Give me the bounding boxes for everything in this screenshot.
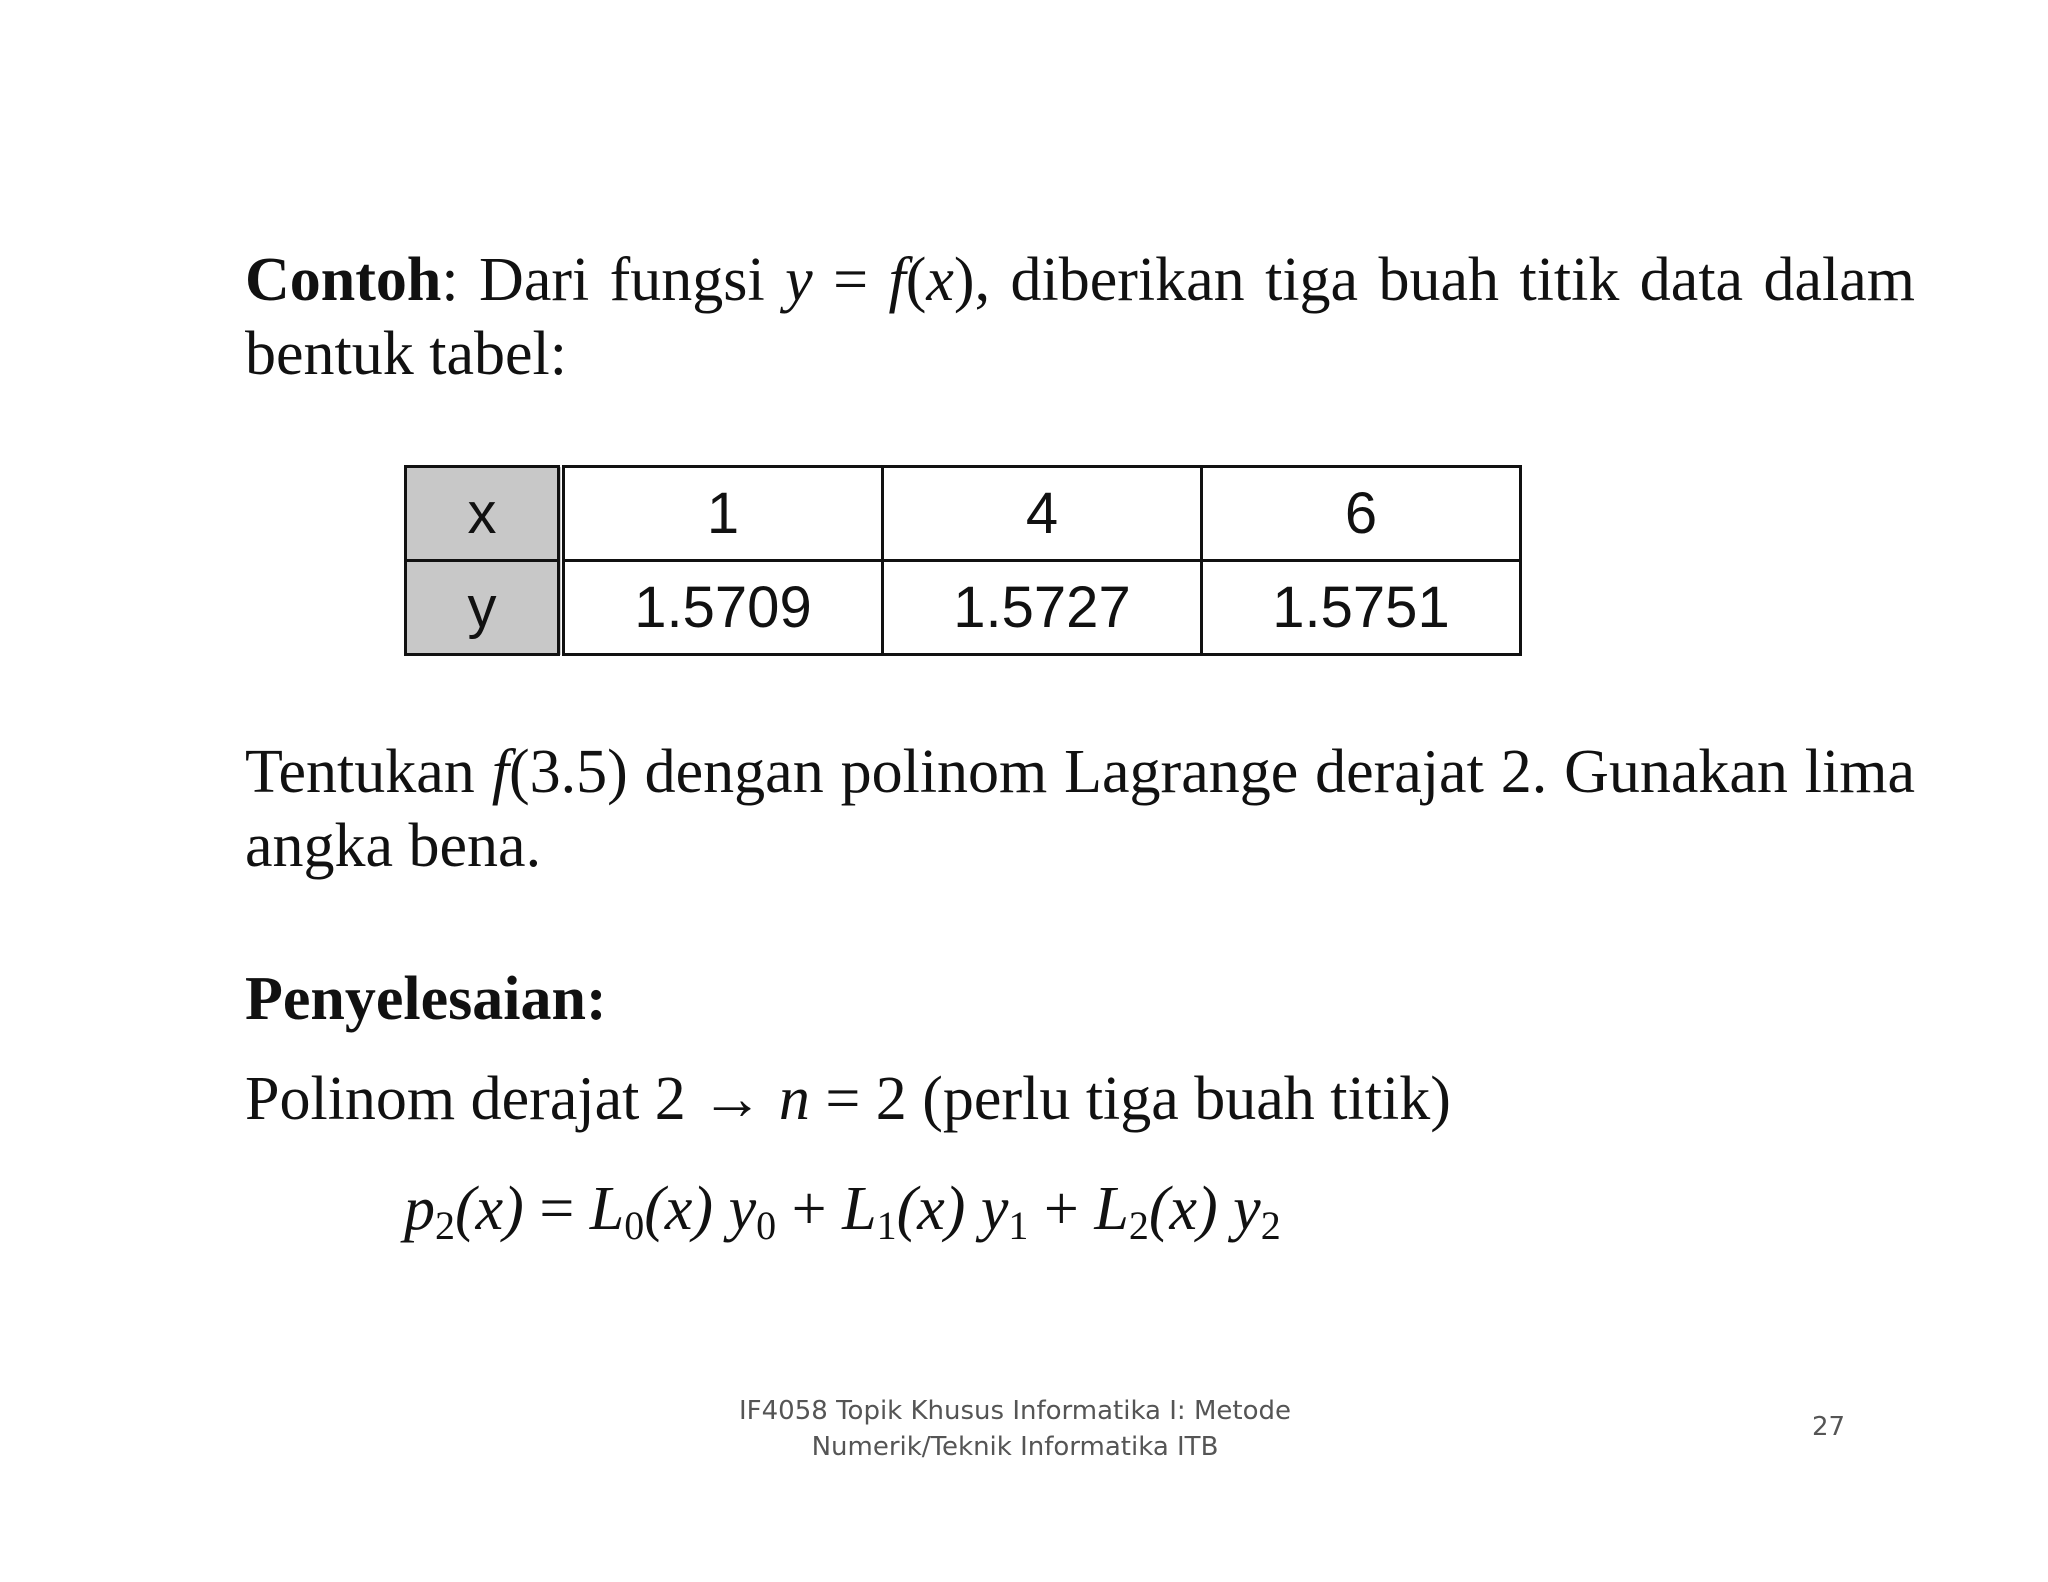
task-paragraph [245, 735, 1915, 883]
formula-L: L [842, 1175, 877, 1243]
formula-subscript: 0 [624, 1203, 645, 1248]
table-header-y: y [406, 561, 562, 655]
formula-y: y [728, 1175, 757, 1243]
formula-subscript: 2 [1128, 1203, 1149, 1248]
table-cell: 1 [561, 467, 883, 561]
var-n: n [778, 1065, 810, 1133]
solution-line [245, 1062, 1451, 1136]
formula-p: p [404, 1175, 435, 1243]
table-cell: 1.5709 [561, 561, 883, 655]
table-cell: 1.5727 [883, 561, 1202, 655]
var-x: x [926, 246, 954, 314]
footer-line-2: Numerik/Teknik Informatika ITB [811, 1432, 1219, 1462]
data-table [404, 465, 1522, 656]
func-f: f [491, 738, 509, 806]
table-cell: 6 [1202, 467, 1521, 561]
page-number: 27 [1812, 1412, 1846, 1442]
formula-arg: (x) [644, 1175, 729, 1243]
formula-plus: + [776, 1175, 843, 1243]
table-row-x [406, 467, 1521, 561]
task-text: Tentukan [245, 738, 492, 806]
intro-text: : Dari fungsi [441, 246, 786, 314]
table-cell: 4 [883, 467, 1202, 561]
paren-open: ( [905, 246, 927, 314]
intro-paragraph [245, 243, 1915, 391]
var-y: y [785, 246, 813, 314]
formula-subscript: 2 [435, 1203, 455, 1248]
slide-footer [700, 1393, 1330, 1465]
formula-y: y [980, 1175, 1009, 1243]
solution-text-rest: = 2 (perlu tiga buah titik) [809, 1065, 1451, 1133]
formula-arg: (x) [896, 1175, 981, 1243]
footer-line-1: IF4058 Topik Khusus Informatika I: Metode [739, 1396, 1291, 1426]
intro-text-rest: , diberikan tiga buah titik data dalam bentuk tabel: [245, 246, 1916, 388]
formula-subscript: 0 [756, 1203, 777, 1248]
paren-close: ) [953, 246, 975, 314]
formula-subscript: 2 [1260, 1203, 1281, 1248]
formula-arg: (x) [455, 1175, 524, 1243]
solution-heading: Penyelesaian: [245, 965, 607, 1033]
table-row-y [406, 561, 1521, 655]
func-argument: (3.5) [508, 738, 628, 806]
func-f: f [888, 246, 906, 314]
table-cell: 1.5751 [1202, 561, 1521, 655]
equals-sign: = [812, 246, 889, 314]
formula-subscript: 1 [1008, 1203, 1029, 1248]
formula-subscript: 1 [876, 1203, 897, 1248]
formula-L: L [589, 1175, 625, 1243]
lagrange-formula [404, 1172, 1281, 1246]
solution-text: Polinom derajat 2 → [245, 1065, 779, 1133]
formula-L: L [1094, 1175, 1129, 1243]
formula-arg: (x) [1148, 1175, 1234, 1243]
table-header-x: x [406, 467, 562, 561]
task-text-rest: dengan polinom Lagrange derajat 2. Gunakan lima angka bena. [245, 738, 1916, 880]
formula-y: y [1233, 1175, 1261, 1243]
formula-plus: + [1028, 1175, 1095, 1243]
formula-equals: = [523, 1175, 590, 1243]
example-label: Contoh [245, 246, 442, 314]
